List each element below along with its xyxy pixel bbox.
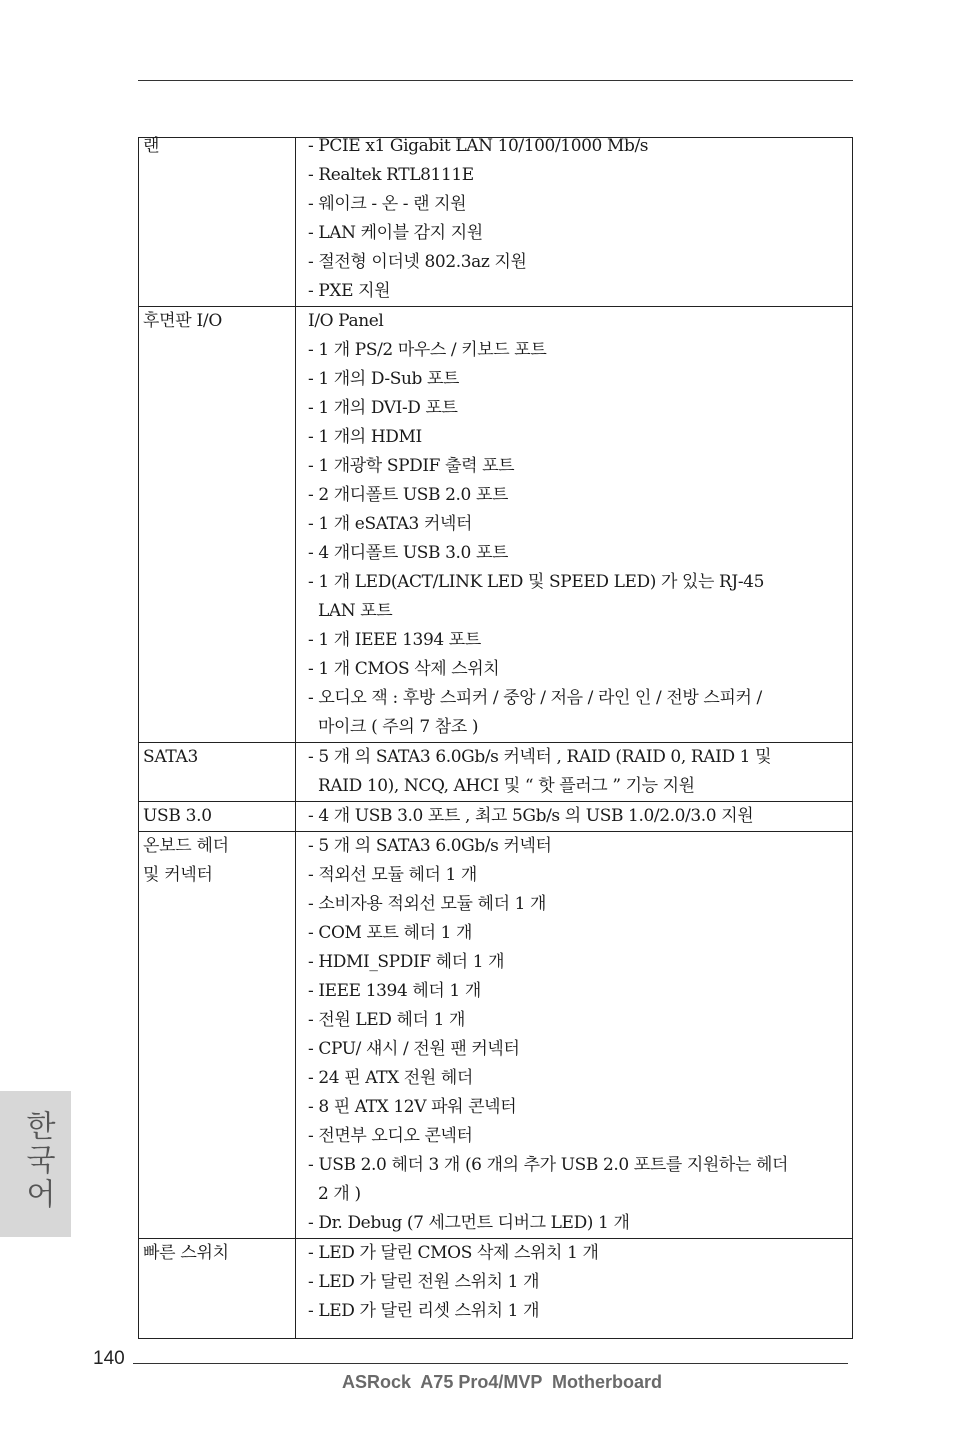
spec-row-sata3 [139,743,852,802]
spec-value-line: 2 개 ) [318,1184,361,1204]
spec-value-line: - 1 개의 D-Sub 포트 [308,369,460,389]
spec-label [139,1239,296,1338]
spec-value-line: - 1 개 PS/2 마우스 / 키보드 포트 [308,340,547,360]
side-tab-label: 한국어 [20,1110,55,1212]
spec-value-line: - 1 개 CMOS 삭제 스위치 [308,659,500,679]
spec-value-line: - 1 개 eSATA3 커넥터 [308,514,473,534]
spec-row-lan [139,138,852,307]
spec-value-line: - Realtek RTL8111E [308,165,474,185]
spec-row-quick [139,1239,852,1338]
top-rule [138,80,853,81]
spec-label-line: 후면판 I/O [143,311,222,331]
spec-value-line: - 2 개디폴트 USB 2.0 포트 [308,485,509,505]
spec-value-line: 마이크 ( 주의 7 참조 ) [318,717,479,737]
spec-label [139,307,296,742]
spec-value-line: RAID 10), NCQ, AHCI 및 “ 핫 플러그 ” 기능 지원 [318,776,695,796]
spec-value-line: - 절전형 이더넷 802.3az 지원 [308,252,527,272]
spec-label-line: 및 커넥터 [143,865,213,885]
spec-value-line: LAN 포트 [318,601,393,621]
spec-value-line: - 4 개디폴트 USB 3.0 포트 [308,543,509,563]
spec-value-line: - PXE 지원 [308,281,391,301]
spec-value-line: - 전면부 오디오 콘넥터 [308,1126,473,1146]
spec-value-line: - LAN 케이블 감지 지원 [308,223,483,243]
spec-value-line: - Dr. Debug (7 세그먼트 디버그 LED) 1 개 [308,1213,630,1233]
spec-value-line: - 적외선 모듈 헤더 1 개 [308,865,477,885]
spec-values [296,802,852,831]
spec-table [138,137,853,1339]
spec-value-line: - 1 개 IEEE 1394 포트 [308,630,481,650]
spec-value-line: I/O Panel [308,311,384,331]
spec-label-line: SATA3 [143,747,198,767]
spec-values [296,307,852,742]
spec-value-line: - COM 포트 헤더 1 개 [308,923,473,943]
spec-row-rear-io [139,307,852,743]
spec-label-line: 랜 [143,136,160,156]
spec-values [296,1239,852,1338]
spec-label [139,832,296,1238]
spec-value-line: - 8 핀 ATX 12V 파워 콘넥터 [308,1097,517,1117]
spec-value-line: - 5 개 의 SATA3 6.0Gb/s 커넥터 , RAID (RAID 0, RAID 1 및 [308,747,772,767]
spec-value-line: - 1 개의 DVI-D 포트 [308,398,458,418]
spec-values [296,138,852,306]
spec-label-line: 빠른 스위치 [143,1243,229,1263]
spec-value-line: - LED 가 달린 CMOS 삭제 스위치 1 개 [308,1243,599,1263]
spec-value-line: - IEEE 1394 헤더 1 개 [308,981,481,1001]
spec-value-line: - 오디오 잭 : 후방 스피커 / 중앙 / 저음 / 라인 인 / 전방 스피커 / [308,688,762,708]
spec-label [139,743,296,801]
spec-row-onboard [139,832,852,1239]
spec-value-line: - 1 개 LED(ACT/LINK LED 및 SPEED LED) 가 있는 RJ-45 [308,572,765,592]
spec-value-line: - 소비자용 적외선 모듈 헤더 1 개 [308,894,547,914]
spec-value-line: - LED 가 달린 리셋 스위치 1 개 [308,1301,540,1321]
spec-value-line: - LED 가 달린 전원 스위치 1 개 [308,1272,540,1292]
spec-value-line: - PCIE x1 Gigabit LAN 10/100/1000 Mb/s [308,136,649,156]
spec-value-line: - 4 개 USB 3.0 포트 , 최고 5Gb/s 의 USB 1.0/2.0/3.0 지원 [308,806,754,826]
spec-value-line: - HDMI_SPDIF 헤더 1 개 [308,952,505,972]
spec-values [296,832,852,1238]
spec-values [296,743,852,801]
footer-product-name: ASRock A75 Pro4/MVP Motherboard [341,1372,663,1392]
spec-value-line: - 24 핀 ATX 전원 헤더 [308,1068,473,1088]
spec-value-line: - 1 개의 HDMI [308,427,422,447]
spec-value-line: - 1 개광학 SPDIF 출력 포트 [308,456,515,476]
spec-value-line: - 5 개 의 SATA3 6.0Gb/s 커넥터 [308,836,552,856]
spec-value-line: - 전원 LED 헤더 1 개 [308,1010,466,1030]
page-number: 140 [93,1348,125,1369]
spec-label [139,802,296,831]
spec-label-line: USB 3.0 [143,806,212,826]
spec-label [139,138,296,306]
spec-value-line: - 웨이크 - 온 - 랜 지원 [308,194,467,214]
spec-row-usb3 [139,802,852,832]
spec-label-line: 온보드 헤더 [143,836,229,856]
spec-value-line: - USB 2.0 헤더 3 개 (6 개의 추가 USB 2.0 포트를 지원하는 헤더 [308,1155,789,1175]
bottom-rule [133,1363,848,1364]
spec-value-line: - CPU/ 섀시 / 전원 팬 커넥터 [308,1039,520,1059]
